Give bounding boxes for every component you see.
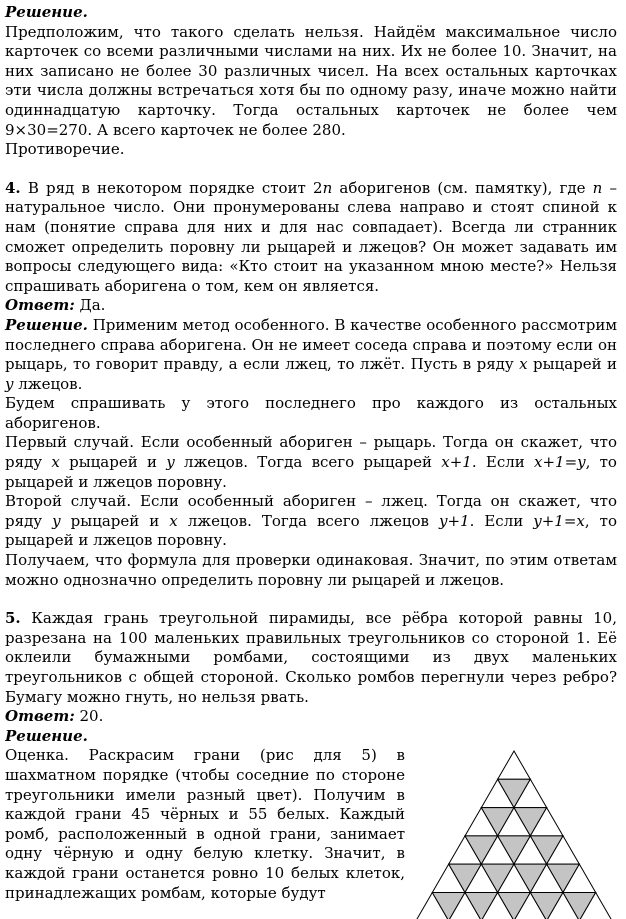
solution-text: Применим метод особенного. В качестве особенного рассмотрим последнего справа аборигена. Он не имеет соседа справа и поэтому если он рыцарь, то говорит правду, а если лжец, то лжёт. Пусть в ряду <box>5 315 617 374</box>
problem-number: 5. <box>5 609 21 628</box>
case-text: лжецов. Тогда всего рыцарей <box>174 453 442 472</box>
statement-text: В ряд в некотором порядке стоит 2 <box>20 178 323 197</box>
case-text: . Если <box>469 511 534 530</box>
answer-label: Ответ: <box>5 296 75 315</box>
math-expression: x+1 <box>441 453 472 472</box>
math-var: n <box>322 178 333 197</box>
solution-text: Оценка. Раскрасим грани (рис для 5) в шахматном порядке (чтобы соседние по стороне треугольники имели разный цвет). Получим в каждой грани 45 чёрных и 55 белых. Каждый ромб, расположенный в одной грани, занимает одну чёрную и одну белую клетку. Значит, в каждой грани останется ровно 10 белых клеток, принадлежащих ромбам, которые будут <box>5 746 405 902</box>
problem-5-solution-block <box>5 727 617 919</box>
math-expression: x+1=y <box>534 453 586 472</box>
problem-4-solution-p2: Будем спрашивать у этого последнего про каждого из остальных аборигенов. <box>5 394 617 432</box>
problem-4-conclusion: Получаем, что формула для проверки одинаковая. Значит, по этим ответам можно однозначно определить поровну ли рыцарей и лжецов. <box>5 551 617 589</box>
math-var: y <box>166 453 175 472</box>
problem-4-solution-p1 <box>5 316 617 394</box>
case-text: рыцарей и <box>59 453 167 472</box>
white-triangle-cell <box>498 751 531 779</box>
math-expression: y+1=x <box>533 511 585 530</box>
case-text: , то рыцарей и лжецов поровну. <box>5 511 617 550</box>
solution-label: Решение. <box>5 3 88 21</box>
problem-4-answer <box>5 296 617 316</box>
math-var: n <box>592 178 603 197</box>
statement-text: Каждая грань треугольной пирамиды, все рёбра которой равны 10, разрезана на 100 маленьких правильных треугольников со стороной 1. Её оклеили бумажными ромбами, состоящими из двух маленьких треугольников с общей стороной. Сколько ромбов перегнули через ребро? Бумагу можно гнуть, но нельзя рвать. <box>5 609 617 706</box>
case-text: рыцарей и <box>60 511 170 530</box>
case-text: . Если <box>471 453 534 472</box>
answer-label: Ответ: <box>5 707 75 726</box>
math-expression: y+1 <box>438 511 470 530</box>
spacer <box>5 590 617 609</box>
triangle-grid-svg <box>415 749 613 919</box>
math-var: y <box>52 511 61 530</box>
statement-text: аборигенов (см. памятку), где <box>332 178 593 197</box>
problem-4-statement <box>5 179 617 297</box>
case-text: лжецов. Тогда всего лжецов <box>177 511 439 530</box>
problem-4-case-1 <box>5 433 617 492</box>
problem-5-statement <box>5 609 617 707</box>
math-var: x <box>169 511 178 530</box>
case-text: Второй случай. Если особенный абориген – лжец. Тогда он скажет, что ряду <box>5 492 617 530</box>
answer-value: Да. <box>74 296 106 315</box>
problem-5-answer <box>5 707 617 727</box>
solution-label: Решение. <box>5 315 88 334</box>
math-var: x <box>51 453 60 472</box>
answer-value: 20. <box>74 707 104 726</box>
spacer <box>5 160 617 179</box>
solution-text: рыцарей и <box>527 355 618 374</box>
case-text: , то рыцарей и лжецов поровну. <box>5 453 617 491</box>
case-text: Первый случай. Если особенный абориген – рыцарь. Тогда он скажет, что ряду <box>5 433 617 472</box>
problem-number: 4. <box>5 178 21 197</box>
solution-text: Предположим, что такого сделать нельзя. Найдём максимальное число карточек со всеми различными числами на них. Их не более 10. Значит, на них записано не более 30 различных чисел. На всех остальных карточках эти числа должны встречаться хотя бы по одному разу, иначе можно найти одиннадцатую карточку. Тогда остальных карточек не более чем 9×30=270. А всего карточек не более 280. <box>5 22 617 139</box>
math-var: x <box>519 355 528 374</box>
solution-label: Решение. <box>5 726 88 745</box>
problem-4-case-2 <box>5 492 617 551</box>
math-var: y <box>5 374 14 393</box>
checkerboard-triangle-figure <box>415 749 613 919</box>
top-solution <box>5 3 617 140</box>
solution-text: лжецов. <box>13 374 83 393</box>
top-conclusion: Противоречие. <box>5 140 125 159</box>
document-page <box>5 3 617 919</box>
statement-text: – натуральное число. Они пронумерованы слева направо и стоят спиной к нам (понятие справа для них и для нас совпадает). Всегда ли странник сможет определить поровну ли рыцарей и лжецов? Он может задавать им вопросы следующего вида: «Кто стоит на указанном мною месте?» Нельзя спрашивать аборигена о том, кем он является. <box>5 178 617 295</box>
